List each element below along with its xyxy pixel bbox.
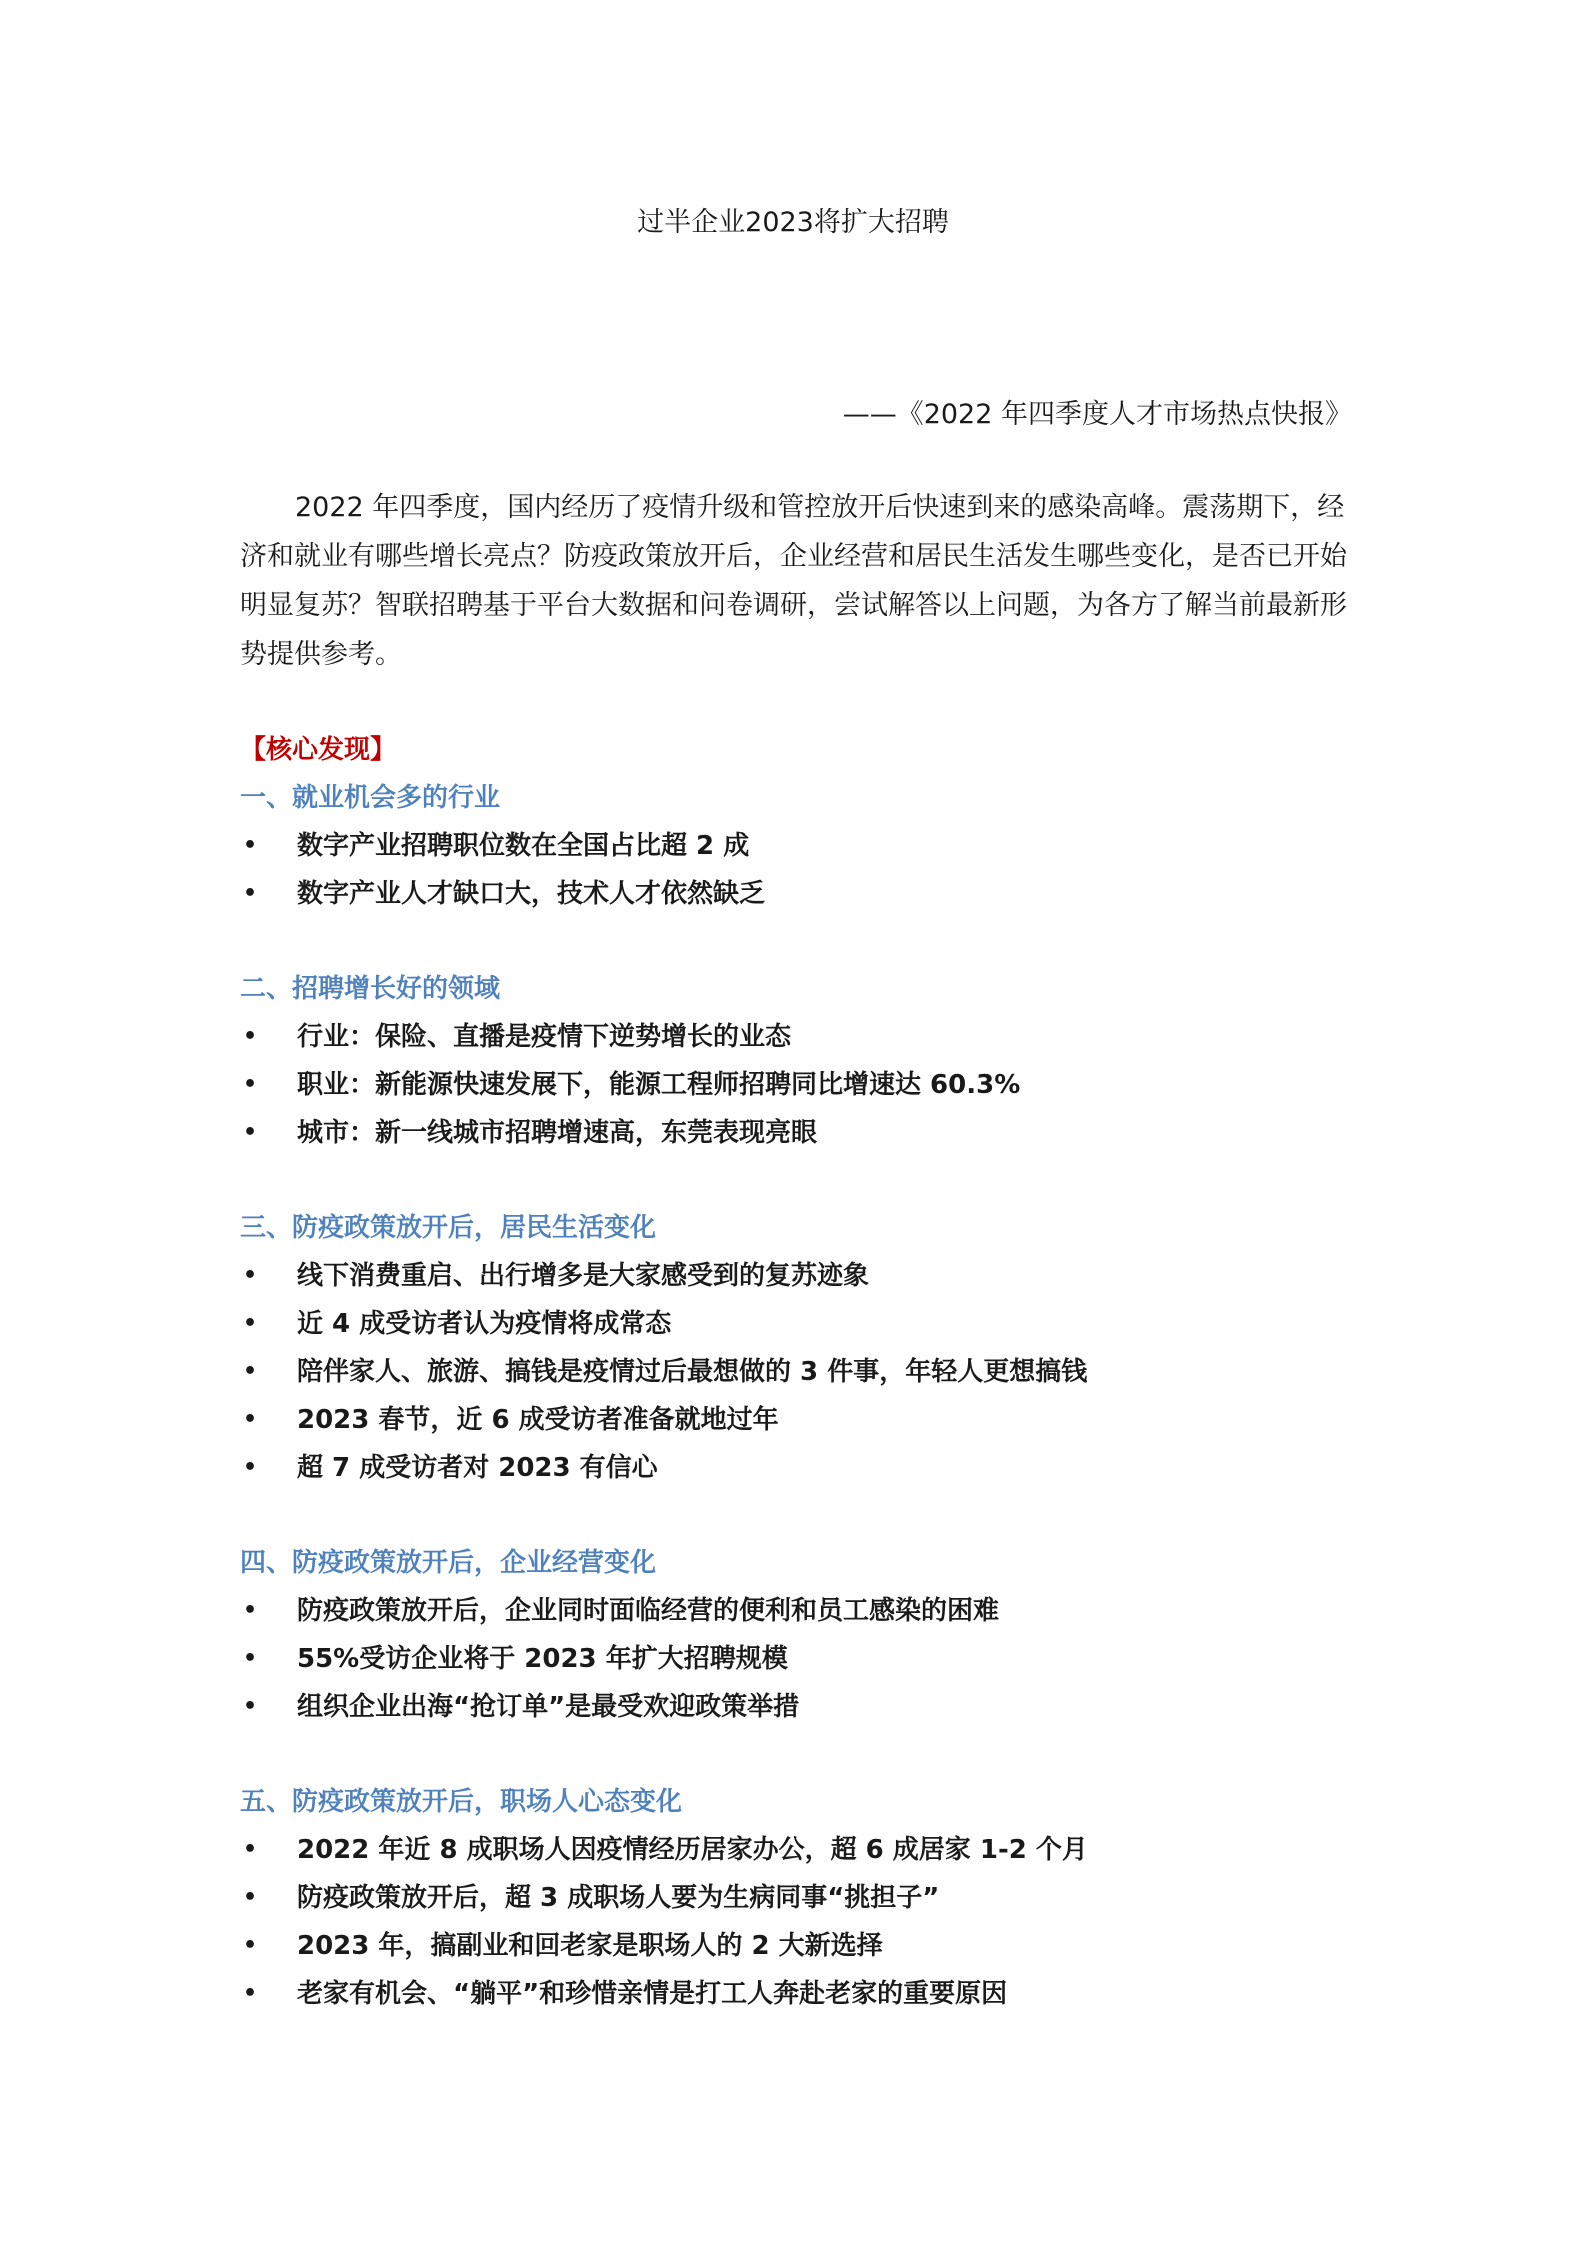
finding-list (240, 1013, 1360, 1157)
bullet-icon: • (243, 1981, 258, 2006)
finding-text: 55%受访企业将于 2023 年扩大招聘规模 (297, 1644, 788, 1674)
finding-item (240, 1061, 1360, 1109)
finding-text: 数字产业人才缺口大，技术人才依然缺乏 (297, 879, 766, 909)
bullet-icon: • (243, 1455, 258, 1480)
finding-text: 城市：新一线城市招聘增速高，东莞表现亮眼 (297, 1118, 818, 1148)
document-title: 过半企业2023将扩大招聘 (637, 207, 949, 238)
finding-item (240, 1444, 1360, 1492)
findings-sections (240, 774, 1360, 2018)
finding-item (240, 1874, 1360, 1922)
findings-section (240, 774, 1360, 918)
finding-item (240, 1922, 1360, 1970)
bullet-icon: • (243, 1120, 258, 1145)
findings-section (240, 1539, 1360, 1731)
section-heading: 二、招聘增长好的领域 (240, 974, 501, 1004)
finding-text: 陪伴家人、旅游、搞钱是疫情过后最想做的 3 件事，年轻人更想搞钱 (297, 1357, 1088, 1387)
findings-section (240, 965, 1360, 1157)
finding-item (240, 1635, 1360, 1683)
finding-list (240, 1252, 1360, 1492)
bullet-icon: • (243, 1359, 258, 1384)
section-heading: 五、防疫政策放开后，职场人心态变化 (240, 1787, 683, 1817)
finding-text: 老家有机会、“躺平”和珍惜亲情是打工人奔赴老家的重要原因 (297, 1979, 1008, 2009)
finding-text: 防疫政策放开后，企业同时面临经营的便利和员工感染的困难 (297, 1596, 1000, 1626)
finding-item (240, 1587, 1360, 1635)
finding-text: 行业：保险、直播是疫情下逆势增长的业态 (297, 1022, 792, 1052)
core-findings-heading: 【核心发现】 (240, 735, 397, 765)
finding-item (240, 1970, 1360, 2018)
finding-text: 数字产业招聘职位数在全国占比超 2 成 (297, 831, 750, 861)
bullet-icon: • (243, 1263, 258, 1288)
finding-item (240, 1396, 1360, 1444)
section-heading: 四、防疫政策放开后，企业经营变化 (240, 1548, 657, 1578)
bullet-icon: • (243, 1694, 258, 1719)
finding-item (240, 1109, 1360, 1157)
finding-text: 2022 年近 8 成职场人因疫情经历居家办公，超 6 成居家 1-2 个月 (297, 1835, 1088, 1865)
findings-section (240, 1778, 1360, 2018)
intro-paragraph: 2022 年四季度，国内经历了疫情升级和管控放开后快速到来的感染高峰。震荡期下，经济和就业有哪些增长亮点？防疫政策放开后，企业经营和居民生活发生哪些变化，是否已开始明显复苏？智联招聘基于平台大数据和问卷调研，尝试解答以上问题，为各方了解当前最新形势提供参考。 (240, 492, 1347, 670)
bullet-icon: • (243, 1885, 258, 1910)
finding-text: 2023 年，搞副业和回老家是职场人的 2 大新选择 (297, 1931, 883, 1961)
finding-text: 防疫政策放开后，超 3 成职场人要为生病同事“挑担子” (297, 1883, 940, 1913)
finding-item (240, 822, 1360, 870)
finding-list (240, 1587, 1360, 1731)
bullet-icon: • (243, 1646, 258, 1671)
finding-text: 2023 春节，近 6 成受访者准备就地过年 (297, 1405, 779, 1435)
finding-text: 组织企业出海“抢订单”是最受欢迎政策举措 (297, 1692, 800, 1722)
core-findings (240, 726, 1360, 2018)
finding-text: 线下消费重启、出行增多是大家感受到的复苏迹象 (297, 1261, 870, 1291)
bullet-icon: • (243, 1072, 258, 1097)
finding-item (240, 1683, 1360, 1731)
finding-text: 职业：新能源快速发展下，能源工程师招聘同比增速达 60.3% (297, 1070, 1021, 1100)
section-heading: 三、防疫政策放开后，居民生活变化 (240, 1213, 657, 1243)
document-subtitle: ——《2022 年四季度人才市场热点快报》 (842, 399, 1352, 430)
finding-item (240, 1300, 1360, 1348)
bullet-icon: • (243, 1311, 258, 1336)
bullet-icon: • (243, 1407, 258, 1432)
bullet-icon: • (243, 1837, 258, 1862)
finding-list (240, 1826, 1360, 2018)
bullet-icon: • (243, 1933, 258, 1958)
finding-item (240, 1348, 1360, 1396)
findings-section (240, 1204, 1360, 1492)
finding-text: 超 7 成受访者对 2023 有信心 (297, 1453, 658, 1483)
section-heading: 一、就业机会多的行业 (240, 783, 501, 813)
finding-text: 近 4 成受访者认为疫情将成常态 (297, 1309, 672, 1339)
bullet-icon: • (243, 1598, 258, 1623)
finding-item (240, 870, 1360, 918)
finding-item (240, 1252, 1360, 1300)
finding-item (240, 1826, 1360, 1874)
finding-list (240, 822, 1360, 918)
bullet-icon: • (243, 881, 258, 906)
bullet-icon: • (243, 833, 258, 858)
finding-item (240, 1013, 1360, 1061)
bullet-icon: • (243, 1024, 258, 1049)
